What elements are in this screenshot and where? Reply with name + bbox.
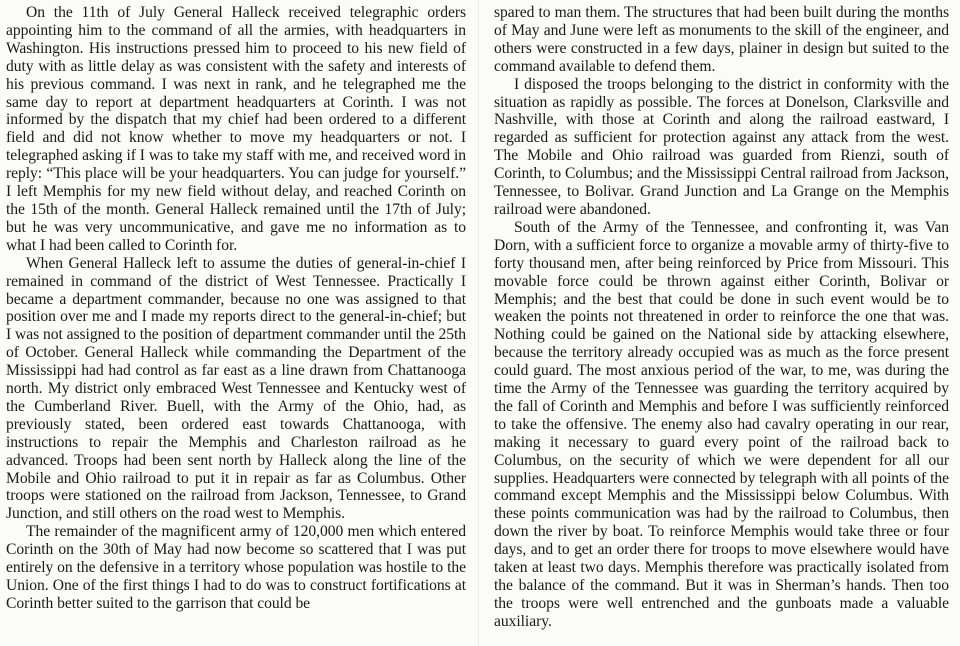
column-gutter: [478, 0, 479, 646]
paragraph: On the 11th of July General Halleck received telegraphic orders appointing him to the command of all the armies, with headquarters in Washington. His instructions pressed him to proceed to his new field of duty with as little delay as was consistent with the safety and interests of his previous command. I was next in rank, and he telegraphed me the same day to report at department headquarters at Corinth. I was not informed by the dispatch that my chief had been ordered to a different field and did not know whether to move my headquarters or not. I telegraphed asking if I was to take my staff with me, and received word in reply: “This place will be your headquarters. You can judge for yourself.” I left Memphis for my new field without delay, and reached Corinth on the 15th of the month. General Halleck remained until the 17th of July; but he was very uncommunicative, and gave me no information as to what I had been called to Corinth for.: [6, 4, 466, 254]
left-column: [6, 4, 466, 613]
paragraph-continued: spared to man them. The structures that had been built during the months of May and June were left as monuments to the skill of the engineer, and others were constructed in a few days, plainer in design but suited to the command available to defend them.: [494, 4, 949, 75]
paragraph: The remainder of the magnificent army of 120,000 men which entered Corinth on the 30th of May had now become so scattered that I was put entirely on the defensive in a territory whose population was hostile to the Union. One of the first things I had to do was to construct fortifications at Corinth better suited to the garrison that could be: [6, 523, 466, 612]
paragraph: I disposed the troops belonging to the district in conformity with the situation as rapidly as possible. The forces at Donelson, Clarksville and Nashville, with those at Corinth and along the railroad eastward, I regarded as sufficient for protection against any attack from the west. The Mobile and Ohio railroad was guarded from Rienzi, south of Corinth, to Columbus; and the Mississippi Central railroad from Jackson, Tennessee, to Bolivar. Grand Junction and La Grange on the Memphis railroad were abandoned.: [494, 75, 949, 218]
right-column: [494, 4, 949, 631]
paragraph: South of the Army of the Tennessee, and confronting it, was Van Dorn, with a sufficient force to organize a movable army of thirty-five to forty thousand men, after being reinforced by Price from Missouri. This movable force could be thrown against either Corinth, Bolivar or Memphis; and the best that could be done in such event would be to weaken the points not threatened in order to reinforce the one that was. Nothing could be gained on the National side by attacking elsewhere, because the territory already occupied was as much as the force present could guard. The most anxious period of the war, to me, was during the time the Army of the Tennessee was guarding the territory acquired by the fall of Corinth and Memphis and before I was sufficiently reinforced to take the offensive. The enemy also had cavalry operating in our rear, making it necessary to guard every point of the railroad back to Columbus, on the security of which we were dependent for all our supplies. Headquarters were connected by telegraph with all points of the command except Memphis and the Mississippi below Columbus. With these points communication was had by the railroad to Columbus, then down the river by boat. To reinforce Memphis would take three or four days, and to get an order there for troops to move elsewhere would have taken at least two days. Memphis therefore was practically isolated from the balance of the command. But it was in Sherman’s hands. Then too the troops were well entrenched and the gunboats made a valuable auxiliary.: [494, 218, 949, 630]
paragraph: When General Halleck left to assume the duties of general-in-chief I remained in command of the district of West Tennessee. Practically I became a department commander, because no one was assigned to that position over me and I made my reports direct to the general-in-chief; but I was not assigned to the position of department commander until the 25th of October. General Halleck while commanding the Department of the Mississippi had had control as far east as a line drawn from Chattanooga north. My district only embraced West Tennessee and Kentucky west of the Cumberland River. Buell, with the Army of the Ohio, had, as previously stated, been ordered east towards Chattanooga, with instructions to repair the Memphis and Charleston railroad as he advanced. Troops had been sent north by Halleck along the line of the Mobile and Ohio railroad to put it in repair as far as Columbus. Other troops were stationed on the railroad from Jackson, Tennessee, to Grand Junction, and still others on the road west to Memphis.: [6, 254, 466, 523]
